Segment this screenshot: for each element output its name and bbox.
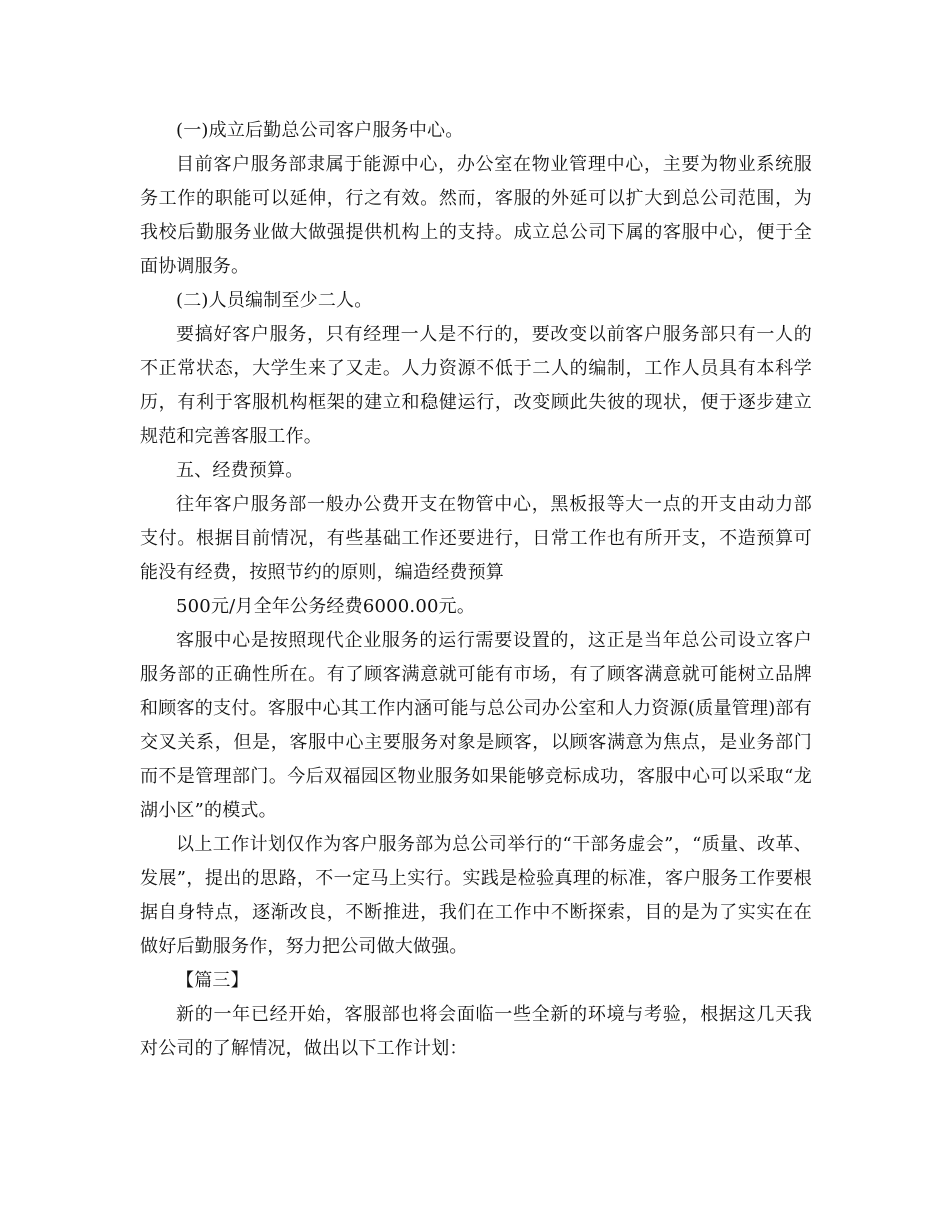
section-heading-budget: 五、经费预算。 — [176, 460, 304, 481]
paragraph-service-center-role: 客服中心是按照现代企业服务的运行需要设置的，这正是当年总公司设立客户服务部的正确性所在。有了顾客满意就可能有市场，有了顾客满意就可能树立品牌和顾客的支付。客服中心其工作内涵可能与总公司办公室和人力资源(质量管理)部有交叉关系，但是，客服中心主要服务对象是顾客，以顾客满意为焦点，是业务部门而不是管理部门。今后双福园区物业服务如果能够竞标成功，客服中心可以采取“龙湖小区”的模式。 — [140, 630, 812, 821]
paragraph-budget-amount: 500元/月全年公务经费6000.00元。 — [176, 596, 476, 617]
section-heading-staffing: (二)人员编制至少二人。 — [176, 290, 373, 311]
section-heading-customer-service-center: (一)成立后勤总公司客户服务中心。 — [176, 120, 464, 141]
paragraph-customer-service-affiliation: 目前客户服务部隶属于能源中心，办公室在物业管理中心，主要为物业系统服务工作的职能可以延伸，行之有效。然而，客服的外延可以扩大到总公司范围，为我校后勤服务业做大做强提供机构上的支持。成立总公司下属的客服中心，便于全面协调服务。 — [140, 154, 812, 277]
paragraph-new-year-plan: 新的一年已经开始，客服部也将会面临一些全新的环境与考验，根据这几天我对公司的了解情况，做出以下工作计划： — [140, 1004, 812, 1059]
document-body — [140, 114, 812, 1066]
section-heading-part-three: 【篇三】 — [176, 970, 249, 991]
paragraph-budget: 往年客户服务部一般办公费开支在物管中心，黑板报等大一点的开支由动力部支付。根据目前情况，有些基础工作还要进行，日常工作也有所开支，不造预算可能没有经费，按照节约的原则，编造经费预算 — [140, 494, 812, 583]
paragraph-plan-summary: 以上工作计划仅作为客户服务部为总公司举行的“干部务虚会”，“质量、改革、发展”，提出的思路，不一定马上实行。实践是检验真理的标准，客户服务工作要根据自身特点，逐渐改良，不断推进，我们在工作中不断探索，目的是为了实实在在做好后勤服务作，努力把公司做大做强。 — [140, 834, 812, 957]
paragraph-staffing: 要搞好客户服务，只有经理一人是不行的，要改变以前客户服务部只有一人的不正常状态，大学生来了又走。人力资源不低于二人的编制，工作人员具有本科学历，有利于客服机构框架的建立和稳健运行，改变顾此失彼的现状，便于逐步建立规范和完善客服工作。 — [140, 324, 812, 447]
